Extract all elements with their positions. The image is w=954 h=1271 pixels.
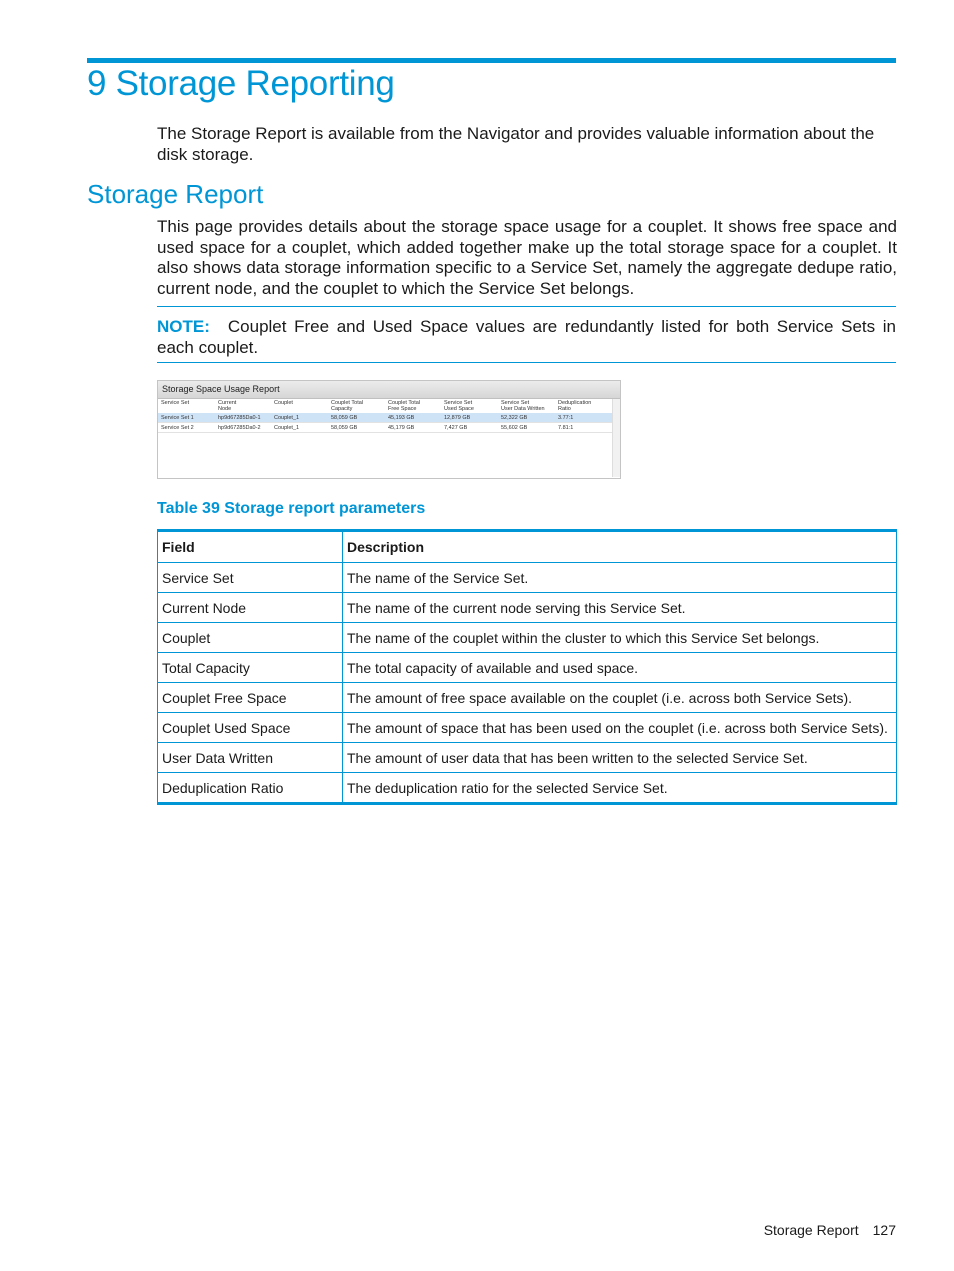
- screenshot-title: Storage Space Usage Report: [158, 381, 620, 399]
- column-header-line: User Data Written: [501, 406, 545, 412]
- column-header-line: Capacity: [331, 406, 353, 412]
- description-cell: The name of the current node serving this Service Set.: [343, 593, 897, 623]
- description-cell: The amount of user data that has been written to the selected Service Set.: [343, 743, 897, 773]
- field-cell: Couplet Used Space: [158, 713, 343, 743]
- screenshot-cell: 7,427 GB: [444, 425, 468, 431]
- table-row: [158, 653, 897, 683]
- screenshot-cell: Service Set 1: [161, 415, 194, 421]
- screenshot-cell: Couplet_1: [274, 425, 300, 431]
- table-row: [158, 683, 897, 713]
- intro-paragraph: The Storage Report is available from the Navigator and provides valuable information about the disk storage.: [157, 124, 875, 164]
- column-header-line: Free Space: [388, 406, 417, 412]
- chapter-rule: [87, 58, 896, 63]
- column-header-line: Service Set: [501, 400, 530, 406]
- column-header-line: Couplet Total: [388, 400, 421, 406]
- screenshot-cell: 45,193 GB: [388, 415, 415, 421]
- field-cell: Current Node: [158, 593, 343, 623]
- screenshot-cell: 45,179 GB: [388, 425, 415, 431]
- screenshot-column-header[interactable]: [558, 400, 591, 412]
- screenshot-cell: hp9d67285Da0-2: [218, 425, 261, 431]
- description-cell: The deduplication ratio for the selected Service Set.: [343, 773, 897, 804]
- field-cell: Total Capacity: [158, 653, 343, 683]
- note-box: [157, 306, 896, 363]
- table-caption: Table 39 Storage report parameters: [157, 500, 426, 517]
- description-cell: The name of the Service Set.: [343, 563, 897, 593]
- column-header-line: Service Set: [444, 400, 473, 406]
- screenshot-column-header[interactable]: [331, 400, 363, 412]
- note-body: Couplet Free and Used Space values are redundantly listed for both Service Sets in each couplet.: [157, 317, 896, 357]
- table-row: [158, 563, 897, 593]
- table-row: [158, 623, 897, 653]
- chapter-title: 9 Storage Reporting: [87, 64, 395, 103]
- screenshot-cell: Couplet_1: [274, 415, 300, 421]
- note-text: [157, 316, 896, 358]
- field-cell: Couplet Free Space: [158, 683, 343, 713]
- column-header-line: Service Set: [161, 400, 190, 406]
- screenshot-column-header[interactable]: [388, 400, 420, 412]
- description-cell: The amount of free space available on the couplet (i.e. across both Service Sets).: [343, 683, 897, 713]
- screenshot-cell: 58,059 GB: [331, 425, 358, 431]
- screenshot-cell: hp9d67285Da0-1: [218, 415, 261, 421]
- table-row: [158, 773, 897, 804]
- description-cell: The total capacity of available and used space.: [343, 653, 897, 683]
- screenshot-column-header[interactable]: [218, 400, 236, 412]
- header-field: Field: [158, 531, 343, 563]
- screenshot-cell: 3.77:1: [558, 415, 574, 421]
- screenshot-cell: 55,602 GB: [501, 425, 528, 431]
- screenshot-rows: [158, 413, 620, 433]
- column-header-line: Node: [218, 406, 232, 412]
- table-row: [158, 743, 897, 773]
- page-footer: [764, 1222, 896, 1238]
- screenshot-cell: 12,879 GB: [444, 415, 471, 421]
- screenshot-column-header[interactable]: [501, 400, 545, 412]
- table-body: [158, 563, 897, 804]
- page-number: 127: [872, 1222, 896, 1238]
- screenshot-row[interactable]: [158, 423, 620, 433]
- header-description: Description: [343, 531, 897, 563]
- table-row: [158, 713, 897, 743]
- screenshot-cell: 7.81:1: [558, 425, 574, 431]
- note-label: NOTE:: [157, 317, 210, 336]
- column-header-line: Deduplication: [558, 400, 592, 406]
- parameters-table: [157, 529, 897, 805]
- field-cell: User Data Written: [158, 743, 343, 773]
- field-cell: Deduplication Ratio: [158, 773, 343, 804]
- screenshot-cell: 52,322 GB: [501, 415, 528, 421]
- column-header-line: Used Space: [444, 406, 474, 412]
- column-header-line: Current: [218, 400, 237, 406]
- column-header-line: Ratio: [558, 406, 571, 412]
- section-title: Storage Report: [87, 179, 264, 209]
- screenshot-column-header[interactable]: [444, 400, 474, 412]
- screenshot-column-header[interactable]: [274, 400, 293, 406]
- screenshot-cell: 58,059 GB: [331, 415, 358, 421]
- screenshot-column-header[interactable]: [161, 400, 189, 406]
- description-cell: The name of the couplet within the cluster to which this Service Set belongs.: [343, 623, 897, 653]
- screenshot-header-row: [158, 399, 620, 413]
- scrollbar[interactable]: [612, 399, 620, 477]
- screenshot-row[interactable]: [158, 413, 620, 423]
- field-cell: Couplet: [158, 623, 343, 653]
- field-cell: Service Set: [158, 563, 343, 593]
- body-paragraph: This page provides details about the storage space usage for a couplet. It shows free space and used space for a couplet, which added together make up the total storage space for a couplet. It also shows data storage information specific to a Service Set, namely the aggregate dedupe ratio, current node, and the couplet to which the Service Set belongs.: [157, 217, 897, 298]
- storage-report-screenshot: [157, 380, 621, 479]
- footer-section: Storage Report: [763, 1222, 859, 1238]
- table-row: [158, 593, 897, 623]
- column-header-line: Couplet Total: [331, 400, 364, 406]
- table-header-row: [158, 531, 897, 563]
- description-cell: The amount of space that has been used on the couplet (i.e. across both Service Sets).: [343, 713, 897, 743]
- screenshot-cell: Service Set 2: [161, 425, 194, 431]
- column-header-line: Couplet: [274, 400, 293, 406]
